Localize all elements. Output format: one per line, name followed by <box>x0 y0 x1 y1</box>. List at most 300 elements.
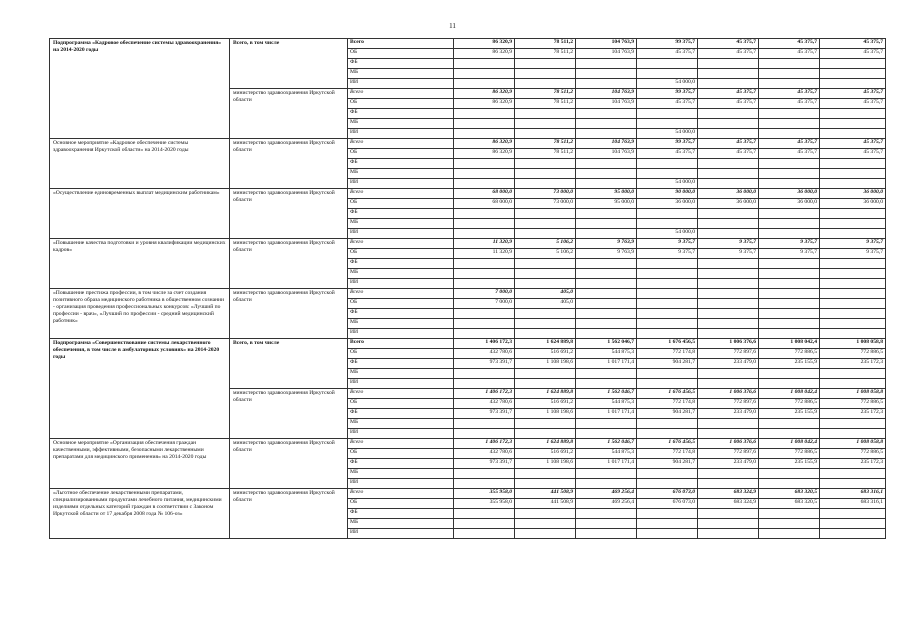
value-cell <box>576 469 637 479</box>
value-cell <box>637 419 698 429</box>
value-cell: 9 375,7 <box>698 239 759 249</box>
value-cell <box>820 219 886 229</box>
table-row <box>50 189 886 199</box>
value-cell: 95 000,0 <box>576 199 637 209</box>
value-cell: 45 375,7 <box>820 39 886 49</box>
value-cell: 772 174,8 <box>637 399 698 409</box>
value-cell: 73 000,0 <box>515 199 576 209</box>
value-cell <box>576 329 637 339</box>
value-cell: 1 562 046,7 <box>576 339 637 349</box>
value-cell <box>698 509 759 519</box>
value-cell: 544 875,3 <box>576 349 637 359</box>
value-cell <box>637 309 698 319</box>
value-cell <box>515 109 576 119</box>
value-cell: 683 316,1 <box>820 499 886 509</box>
value-cell: 772 886,5 <box>820 399 886 409</box>
value-cell: 45 375,7 <box>759 39 820 49</box>
value-cell <box>515 209 576 219</box>
value-cell <box>637 379 698 389</box>
value-cell <box>820 519 886 529</box>
value-cell <box>698 429 759 439</box>
source-cell: ИИ <box>348 129 454 139</box>
value-cell <box>515 309 576 319</box>
value-cell: 45 375,7 <box>698 149 759 159</box>
source-cell: Всего <box>348 189 454 199</box>
source-cell: ОБ <box>348 49 454 59</box>
value-cell: 973 391,7 <box>454 459 515 469</box>
value-cell <box>454 79 515 89</box>
source-cell: МБ <box>348 369 454 379</box>
value-cell: 1 108 198,6 <box>515 359 576 369</box>
value-cell: 45 375,7 <box>820 49 886 59</box>
value-cell: 1 006 376,6 <box>698 389 759 399</box>
value-cell: 9 375,7 <box>637 239 698 249</box>
source-cell: Всего <box>348 139 454 149</box>
value-cell: 45 375,7 <box>637 49 698 59</box>
value-cell: 11 320,9 <box>454 249 515 259</box>
executor-cell: министерство здравоохранения Иркутской области <box>230 89 348 139</box>
value-cell <box>637 469 698 479</box>
table-row <box>50 139 886 149</box>
value-cell: 45 375,7 <box>759 99 820 109</box>
value-cell <box>515 469 576 479</box>
value-cell: 54 000,0 <box>637 129 698 139</box>
value-cell: 36 000,0 <box>759 189 820 199</box>
value-cell: 45 375,7 <box>698 39 759 49</box>
value-cell: 235 172,3 <box>820 459 886 469</box>
value-cell <box>759 519 820 529</box>
value-cell: 1 017 171,4 <box>576 459 637 469</box>
source-cell: ФБ <box>348 309 454 319</box>
value-cell <box>454 219 515 229</box>
value-cell: 772 897,6 <box>698 349 759 359</box>
value-cell: 45 375,7 <box>637 149 698 159</box>
value-cell: 1 562 046,7 <box>576 389 637 399</box>
value-cell <box>576 219 637 229</box>
value-cell <box>454 259 515 269</box>
value-cell: 45 375,7 <box>698 89 759 99</box>
program-name: Подпрограмма «Кадровое обеспечение системы здравоохранения» на 2014-2020 годы <box>50 39 230 139</box>
table-row <box>50 489 886 499</box>
value-cell <box>820 179 886 189</box>
value-cell <box>576 159 637 169</box>
value-cell <box>576 229 637 239</box>
program-name: «Осуществление единовременных выплат медицинским работникам» <box>50 189 230 239</box>
value-cell: 683 324,9 <box>698 499 759 509</box>
value-cell: 36 000,0 <box>698 189 759 199</box>
value-cell: 405,0 <box>515 299 576 309</box>
source-cell: ИИ <box>348 379 454 389</box>
value-cell <box>515 129 576 139</box>
value-cell <box>637 259 698 269</box>
value-cell <box>759 119 820 129</box>
table-row <box>50 439 886 449</box>
value-cell <box>759 169 820 179</box>
value-cell: 1 008 042,4 <box>759 389 820 399</box>
value-cell: 73 000,0 <box>515 189 576 199</box>
value-cell <box>454 179 515 189</box>
value-cell: 86 320,9 <box>454 39 515 49</box>
value-cell <box>698 209 759 219</box>
value-cell <box>698 519 759 529</box>
value-cell <box>576 519 637 529</box>
value-cell: 904 281,7 <box>637 409 698 419</box>
value-cell <box>698 269 759 279</box>
source-cell: ФБ <box>348 259 454 269</box>
value-cell <box>454 329 515 339</box>
value-cell <box>637 479 698 489</box>
value-cell <box>759 229 820 239</box>
value-cell: 1 108 198,6 <box>515 459 576 469</box>
value-cell <box>820 119 886 129</box>
value-cell <box>698 109 759 119</box>
value-cell: 1 676 456,5 <box>637 439 698 449</box>
value-cell: 544 875,3 <box>576 449 637 459</box>
value-cell: 36 000,0 <box>637 199 698 209</box>
source-cell: ИИ <box>348 429 454 439</box>
value-cell: 78 511,2 <box>515 99 576 109</box>
value-cell: 432 780,6 <box>454 399 515 409</box>
source-cell: ОБ <box>348 199 454 209</box>
value-cell <box>820 469 886 479</box>
value-cell: 441 508,9 <box>515 499 576 509</box>
value-cell: 45 375,7 <box>820 149 886 159</box>
source-cell: МБ <box>348 519 454 529</box>
value-cell: 1 017 171,4 <box>576 359 637 369</box>
value-cell: 469 256,4 <box>576 489 637 499</box>
value-cell: 86 320,9 <box>454 139 515 149</box>
value-cell <box>820 129 886 139</box>
value-cell: 973 391,7 <box>454 359 515 369</box>
value-cell <box>515 379 576 389</box>
value-cell <box>515 79 576 89</box>
value-cell <box>820 419 886 429</box>
source-cell: МБ <box>348 119 454 129</box>
value-cell <box>759 289 820 299</box>
value-cell <box>820 269 886 279</box>
source-cell: МБ <box>348 419 454 429</box>
program-name: «Повышение престижа профессии, в том числе за счет создания позитивного образа медицинского работника в общественном сознании - организация проведения профессиональных конкурсов: «Лучший по профессии - врач», «Лучший по профессии - средний медицинский работник» <box>50 289 230 339</box>
source-cell: ФБ <box>348 409 454 419</box>
value-cell: 516 691,2 <box>515 449 576 459</box>
value-cell: 11 320,9 <box>454 239 515 249</box>
value-cell: 45 375,7 <box>820 89 886 99</box>
value-cell: 1 017 171,4 <box>576 409 637 419</box>
value-cell: 1 008 058,8 <box>820 339 886 349</box>
source-cell: ФБ <box>348 59 454 69</box>
source-cell: ОБ <box>348 99 454 109</box>
value-cell: 86 320,9 <box>454 89 515 99</box>
value-cell <box>820 229 886 239</box>
value-cell <box>515 279 576 289</box>
value-cell <box>454 529 515 539</box>
value-cell <box>454 479 515 489</box>
value-cell <box>759 319 820 329</box>
value-cell <box>820 329 886 339</box>
value-cell: 469 256,4 <box>576 499 637 509</box>
value-cell: 1 008 058,8 <box>820 389 886 399</box>
value-cell: 772 886,5 <box>759 449 820 459</box>
value-cell <box>759 69 820 79</box>
value-cell: 772 897,6 <box>698 449 759 459</box>
value-cell: 1 624 889,8 <box>515 439 576 449</box>
value-cell: 86 320,9 <box>454 49 515 59</box>
value-cell: 1 108 198,6 <box>515 409 576 419</box>
value-cell: 235 155,9 <box>759 459 820 469</box>
value-cell <box>637 299 698 309</box>
value-cell: 1 008 042,4 <box>759 339 820 349</box>
value-cell <box>454 129 515 139</box>
value-cell <box>576 479 637 489</box>
value-cell <box>759 269 820 279</box>
value-cell <box>637 219 698 229</box>
source-cell: МБ <box>348 219 454 229</box>
value-cell <box>576 69 637 79</box>
source-cell: Всего <box>348 239 454 249</box>
source-cell: МБ <box>348 269 454 279</box>
value-cell <box>637 369 698 379</box>
value-cell <box>576 289 637 299</box>
source-cell: Всего <box>348 389 454 399</box>
value-cell <box>454 69 515 79</box>
value-cell <box>576 369 637 379</box>
value-cell <box>515 159 576 169</box>
value-cell: 36 000,0 <box>698 199 759 209</box>
value-cell <box>698 259 759 269</box>
value-cell: 5 106,2 <box>515 249 576 259</box>
value-cell <box>698 479 759 489</box>
value-cell: 772 886,5 <box>820 349 886 359</box>
value-cell <box>759 369 820 379</box>
value-cell <box>515 529 576 539</box>
program-name: Основное мероприятие «Кадровое обеспечение системы здравоохранения Иркутской области» на 2014-2020 годы <box>50 139 230 189</box>
value-cell: 9 375,7 <box>820 239 886 249</box>
value-cell <box>820 509 886 519</box>
source-cell: МБ <box>348 469 454 479</box>
value-cell: 544 875,3 <box>576 399 637 409</box>
value-cell: 104 763,9 <box>576 139 637 149</box>
source-cell: ОБ <box>348 349 454 359</box>
page-number: 11 <box>449 22 456 30</box>
value-cell <box>454 309 515 319</box>
executor-cell: Всего, в том числе <box>230 39 348 89</box>
source-cell: МБ <box>348 169 454 179</box>
source-cell: Всего <box>348 289 454 299</box>
value-cell <box>515 259 576 269</box>
value-cell: 86 320,9 <box>454 149 515 159</box>
value-cell <box>698 279 759 289</box>
value-cell: 1 406 172,3 <box>454 339 515 349</box>
value-cell: 5 106,2 <box>515 239 576 249</box>
value-cell: 95 000,0 <box>576 189 637 199</box>
value-cell <box>698 169 759 179</box>
value-cell: 45 375,7 <box>637 99 698 109</box>
value-cell: 45 375,7 <box>759 139 820 149</box>
value-cell <box>759 469 820 479</box>
value-cell: 772 897,6 <box>698 399 759 409</box>
value-cell <box>515 169 576 179</box>
value-cell <box>698 529 759 539</box>
value-cell <box>515 519 576 529</box>
value-cell <box>759 309 820 319</box>
value-cell <box>820 299 886 309</box>
value-cell <box>454 379 515 389</box>
value-cell: 104 763,9 <box>576 49 637 59</box>
executor-cell: министерство здравоохранения Иркутской области <box>230 189 348 239</box>
value-cell <box>820 59 886 69</box>
value-cell: 683 320,5 <box>759 489 820 499</box>
value-cell <box>576 129 637 139</box>
value-cell <box>515 419 576 429</box>
value-cell <box>759 59 820 69</box>
value-cell <box>454 419 515 429</box>
value-cell <box>698 469 759 479</box>
value-cell <box>698 329 759 339</box>
value-cell <box>820 289 886 299</box>
value-cell <box>454 269 515 279</box>
value-cell <box>759 429 820 439</box>
value-cell <box>576 509 637 519</box>
source-cell: ФБ <box>348 509 454 519</box>
source-cell: Всего <box>348 439 454 449</box>
source-cell: ОБ <box>348 149 454 159</box>
value-cell: 36 000,0 <box>820 189 886 199</box>
executor-cell: министерство здравоохранения Иркутской области <box>230 139 348 189</box>
value-cell: 54 000,0 <box>637 179 698 189</box>
value-cell <box>759 379 820 389</box>
value-cell: 683 316,1 <box>820 489 886 499</box>
value-cell <box>698 299 759 309</box>
value-cell <box>698 369 759 379</box>
value-cell <box>454 169 515 179</box>
value-cell: 676 073,0 <box>637 489 698 499</box>
value-cell <box>698 119 759 129</box>
source-cell: ИИ <box>348 79 454 89</box>
value-cell <box>820 379 886 389</box>
value-cell: 772 886,5 <box>820 449 886 459</box>
value-cell: 233 479,0 <box>698 359 759 369</box>
source-cell: ФБ <box>348 159 454 169</box>
value-cell <box>820 259 886 269</box>
value-cell <box>698 159 759 169</box>
value-cell <box>637 59 698 69</box>
value-cell <box>820 69 886 79</box>
value-cell: 9 375,7 <box>698 249 759 259</box>
source-cell: ОБ <box>348 499 454 509</box>
value-cell <box>820 109 886 119</box>
value-cell <box>515 269 576 279</box>
value-cell: 45 375,7 <box>698 49 759 59</box>
value-cell <box>576 79 637 89</box>
value-cell <box>454 519 515 529</box>
value-cell <box>515 369 576 379</box>
source-cell: ФБ <box>348 209 454 219</box>
value-cell: 441 508,9 <box>515 489 576 499</box>
value-cell <box>637 119 698 129</box>
value-cell: 676 073,0 <box>637 499 698 509</box>
value-cell <box>637 519 698 529</box>
value-cell <box>820 529 886 539</box>
value-cell: 45 375,7 <box>820 99 886 109</box>
value-cell <box>698 129 759 139</box>
value-cell: 235 172,3 <box>820 409 886 419</box>
value-cell <box>698 419 759 429</box>
value-cell: 1 676 456,5 <box>637 339 698 349</box>
value-cell <box>454 369 515 379</box>
value-cell: 9 763,9 <box>576 239 637 249</box>
value-cell: 78 511,2 <box>515 139 576 149</box>
value-cell <box>454 509 515 519</box>
value-cell: 772 886,5 <box>759 399 820 409</box>
value-cell <box>515 69 576 79</box>
value-cell <box>454 279 515 289</box>
source-cell: Всего <box>348 339 454 349</box>
value-cell: 1 676 456,5 <box>637 389 698 399</box>
value-cell <box>637 509 698 519</box>
value-cell <box>515 59 576 69</box>
value-cell <box>637 289 698 299</box>
value-cell <box>515 509 576 519</box>
source-cell: ИИ <box>348 279 454 289</box>
value-cell <box>820 209 886 219</box>
value-cell: 772 174,8 <box>637 449 698 459</box>
value-cell <box>698 229 759 239</box>
value-cell <box>759 179 820 189</box>
value-cell: 86 320,9 <box>454 99 515 109</box>
value-cell <box>515 429 576 439</box>
value-cell: 45 375,7 <box>820 139 886 149</box>
value-cell: 1 008 042,4 <box>759 439 820 449</box>
value-cell <box>576 429 637 439</box>
source-cell: ФБ <box>348 359 454 369</box>
value-cell <box>454 209 515 219</box>
value-cell <box>759 279 820 289</box>
executor-cell: министерство здравоохранения Иркутской области <box>230 289 348 339</box>
value-cell: 355 958,0 <box>454 489 515 499</box>
executor-cell: министерство здравоохранения Иркутской области <box>230 389 348 439</box>
value-cell: 45 375,7 <box>759 149 820 159</box>
value-cell <box>576 179 637 189</box>
value-cell <box>698 219 759 229</box>
value-cell <box>759 219 820 229</box>
source-cell: ФБ <box>348 109 454 119</box>
value-cell: 78 511,2 <box>515 49 576 59</box>
value-cell <box>515 119 576 129</box>
value-cell <box>576 259 637 269</box>
value-cell: 104 763,9 <box>576 89 637 99</box>
program-name: «Льготное обеспечение лекарственными препаратами, специализированными продуктами лечебного питания, медицинскими изделиями отдельных категорий граждан в соответствии с Законом Иркутской области от 17 декабря 2008 года № 106-оз» <box>50 489 230 539</box>
table-row <box>50 39 886 49</box>
source-cell: МБ <box>348 69 454 79</box>
value-cell: 68 000,0 <box>454 189 515 199</box>
value-cell <box>637 69 698 79</box>
source-cell: ИИ <box>348 529 454 539</box>
table-row <box>50 339 886 349</box>
value-cell <box>820 159 886 169</box>
value-cell <box>698 79 759 89</box>
value-cell <box>759 79 820 89</box>
value-cell: 78 511,2 <box>515 39 576 49</box>
value-cell: 772 886,5 <box>759 349 820 359</box>
value-cell: 9 375,7 <box>637 249 698 259</box>
value-cell <box>454 469 515 479</box>
source-cell: ОБ <box>348 299 454 309</box>
value-cell <box>576 269 637 279</box>
value-cell <box>759 509 820 519</box>
value-cell <box>698 319 759 329</box>
value-cell: 78 511,2 <box>515 149 576 159</box>
source-cell: ОБ <box>348 399 454 409</box>
